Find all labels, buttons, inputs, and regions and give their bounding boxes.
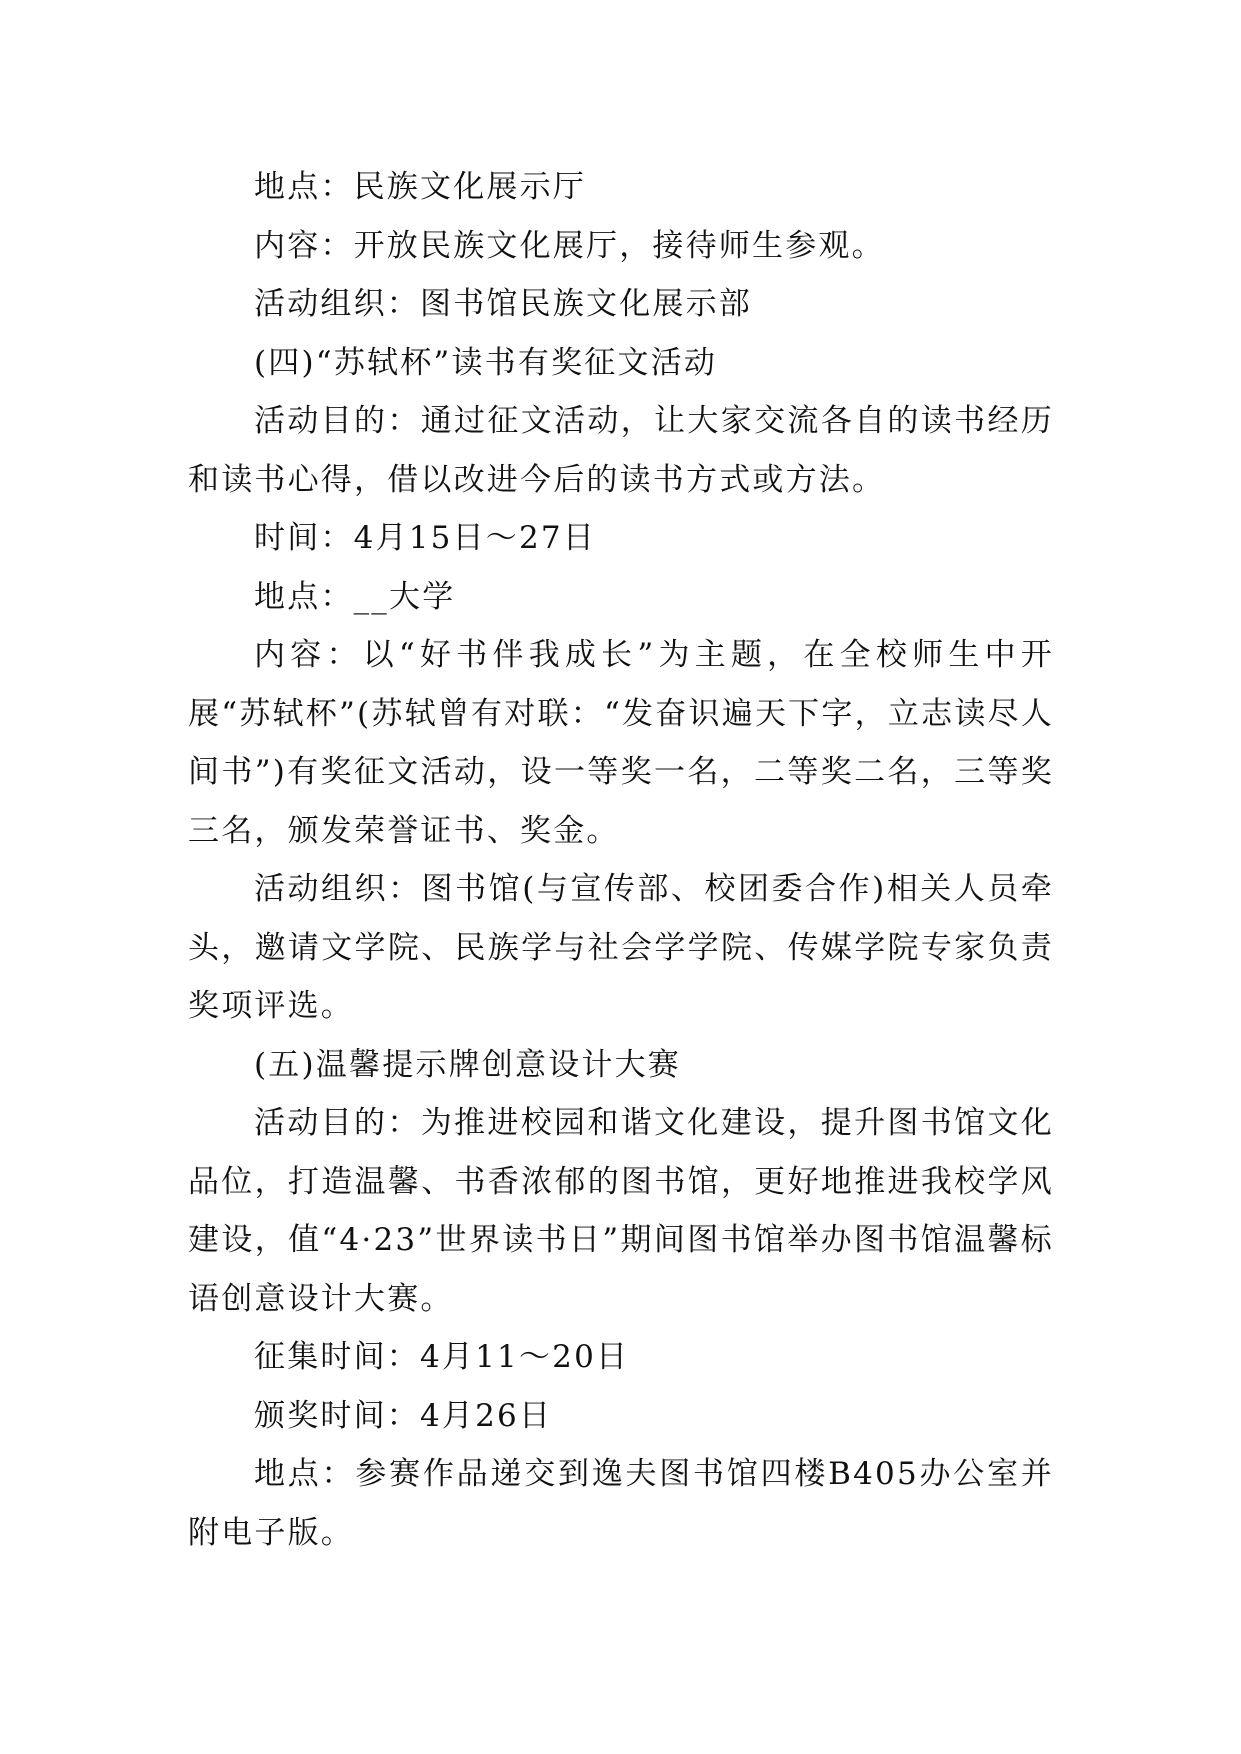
paragraph-collection-time-5: 征集时间：4月11～20日 bbox=[254, 1339, 630, 1375]
paragraph-location-1: 地点：民族文化展示厅 bbox=[254, 169, 586, 205]
document-body bbox=[188, 158, 1054, 1562]
paragraph-time-4: 时间：4月15日～27日 bbox=[254, 520, 597, 556]
paragraph-location-5: 地点：参赛作品递交到逸夫图书馆四楼B405办公室并附电子版。 bbox=[188, 1456, 1054, 1551]
paragraph-content-4: 内容：以“好书伴我成长”为主题，在全校师生中开展“苏轼杯”(苏轼曾有对联：“发奋识遍天下字，立志读尽人间书”)有奖征文活动，设一等奖一名，二等奖二名，三等奖三名，颁发荣誉证书、奖金。 bbox=[188, 637, 1054, 849]
paragraph-purpose-5: 活动目的：为推进校园和谐文化建设，提升图书馆文化品位，打造温馨、书香浓郁的图书馆，更好地推进我校学风建设，值“4·23”世界读书日”期间图书馆举办图书馆温馨标语创意设计大赛。 bbox=[188, 1105, 1054, 1317]
paragraph-organizer-1: 活动组织：图书馆民族文化展示部 bbox=[254, 286, 752, 322]
paragraph-purpose-4: 活动目的：通过征文活动，让大家交流各自的读书经历和读书心得，借以改进今后的读书方式或方法。 bbox=[188, 403, 1054, 498]
paragraph-content-1: 内容：开放民族文化展厅，接待师生参观。 bbox=[254, 227, 885, 264]
section-heading-5: (五)温馨提示牌创意设计大赛 bbox=[254, 1046, 681, 1083]
section-heading-4: (四)“苏轼杯”读书有奖征文活动 bbox=[254, 344, 718, 381]
paragraph-organizer-4: 活动组织：图书馆(与宣传部、校团委合作)相关人员牵头，邀请文学院、民族学与社会学学院、传媒学院专家负责奖项评选。 bbox=[188, 871, 1054, 1024]
paragraph-location-4: 地点：__大学 bbox=[254, 578, 456, 615]
paragraph-award-time-5: 颁奖时间：4月26日 bbox=[254, 1397, 553, 1434]
